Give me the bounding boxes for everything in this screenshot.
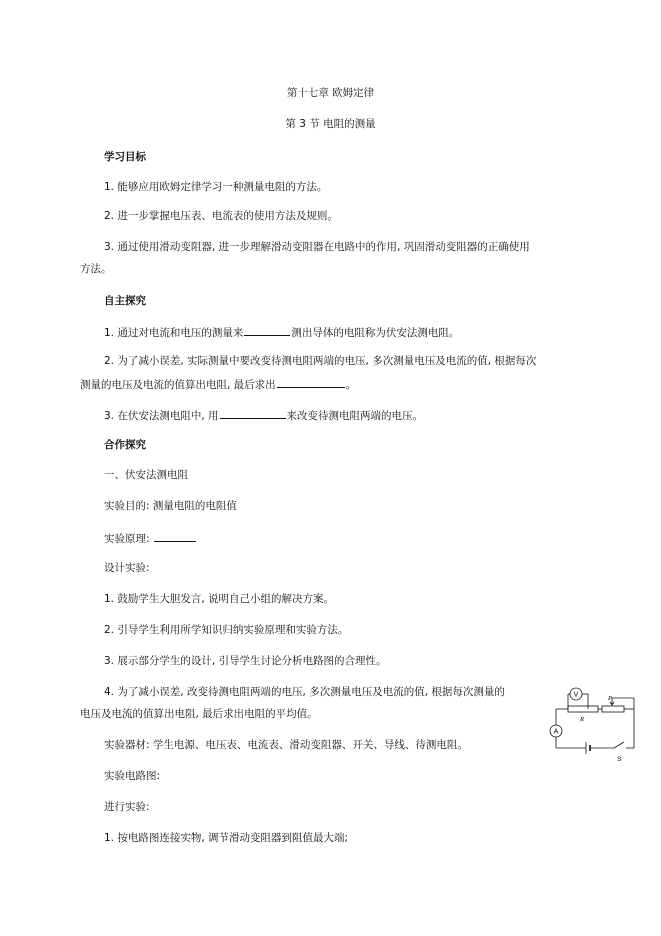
section-title: 第 3 节 电阻的测量 — [285, 118, 376, 130]
design-item-3: 3. 展示部分学生的设计, 引导学生讨论分析电路图的合理性。 — [104, 655, 387, 667]
self-study-q2-line1: 2. 为了减小误差, 实际测量中要改变待测电阻两端的电压, 多次测量电压及电流的值, 根据每次 — [104, 355, 537, 367]
ammeter-label: A — [553, 728, 559, 736]
part1-title: 一、伏安法测电阻 — [104, 469, 188, 481]
self-study-heading: 自主探究 — [104, 295, 146, 307]
circuit-diagram — [548, 684, 640, 766]
procedure-item-1: 1. 按电路图连接实物, 调节滑动变阻器到阻值最大端; — [104, 832, 349, 844]
design-item-1: 1. 鼓励学生大胆发言, 说明自己小组的解决方案。 — [104, 593, 335, 605]
q1-text-a: 1. 通过对电流和电压的测量来 — [104, 327, 244, 339]
design-item-4-line1: 4. 为了减小误差, 改变待测电阻两端的电压, 多次测量电压及电流的值, 根据每次测量的 — [104, 686, 505, 698]
q1-blank[interactable] — [244, 324, 290, 336]
experiment-equipment: 实验器材: 学生电源、电压表、电流表、滑动变阻器、开关、导线、待测电阻。 — [104, 739, 468, 751]
circuit-label: 实验电路图: — [104, 770, 161, 782]
q2-text-b: 。 — [345, 379, 357, 391]
q3-blank[interactable] — [220, 407, 286, 419]
q2-text-a: 测量的电压及电流的值算出电阻, 最后求出 — [80, 379, 276, 391]
self-study-q2-line2 — [80, 376, 356, 392]
goal-item-2: 2. 进一步掌握电压表、电流表的使用方法及规则。 — [104, 210, 338, 222]
design-label: 设计实验: — [104, 562, 150, 574]
design-item-2: 2. 引导学生利用所学知识归纳实验原理和实验方法。 — [104, 624, 349, 636]
resistor-label: R — [580, 716, 584, 723]
goals-heading: 学习目标 — [104, 151, 146, 163]
principle-label: 实验原理: — [104, 533, 150, 545]
self-study-q3 — [104, 407, 423, 423]
self-study-q1 — [104, 324, 459, 340]
q3-text-a: 3. 在伏安法测电阻中, 用 — [104, 410, 219, 422]
switch-label: S — [617, 756, 622, 763]
cooperation-heading: 合作探究 — [104, 439, 146, 451]
goal-item-3: 3. 通过使用滑动变阻器, 进一步理解滑动变阻器在电路中的作用, 巩固滑动变阻器的正确使用 — [104, 241, 530, 253]
q3-text-b: 来改变待测电阻两端的电压。 — [286, 410, 424, 422]
experiment-principle — [104, 530, 197, 546]
goal-item-3-cont: 方法。 — [80, 263, 112, 275]
goal-item-1: 1. 能够应用欧姆定律学习一种测量电阻的方法。 — [104, 181, 328, 193]
experiment-purpose: 实验目的: 测量电阻的电阻值 — [104, 500, 237, 512]
procedure-label: 进行实验: — [104, 801, 150, 813]
q2-blank[interactable] — [277, 376, 345, 388]
q1-text-b: 测出导体的电阻称为伏安法测电阻。 — [291, 327, 460, 339]
principle-blank[interactable] — [154, 530, 196, 542]
rheostat-label: P — [608, 695, 612, 702]
voltmeter-label: V — [573, 691, 579, 699]
design-item-4-line2: 电压及电流的值算出电阻, 最后求出电阻的平均值。 — [80, 708, 318, 720]
chapter-title: 第十七章 欧姆定律 — [286, 87, 375, 99]
